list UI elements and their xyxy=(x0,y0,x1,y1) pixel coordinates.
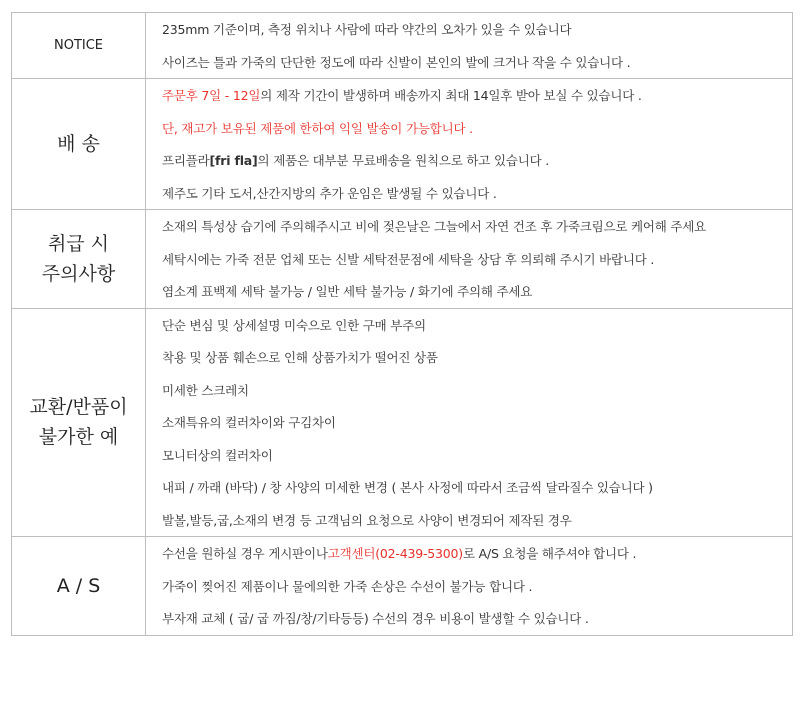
section-body xyxy=(146,210,793,309)
line-text: 의 제작 기간이 발생하며 배송까지 최대 14일후 받아 보실 수 있습니다 . xyxy=(260,88,642,104)
brand-name: [fri fla] xyxy=(209,152,258,168)
notice-line xyxy=(146,537,792,570)
notice-line: 소재특유의 컬러차이와 구김차이 xyxy=(162,415,336,431)
heading-line: 교환/반품이 xyxy=(29,396,128,419)
notice-line: 미세한 스크레치 xyxy=(162,382,249,398)
section-body xyxy=(146,79,793,210)
notice-line: 제주도 기타 도서,산간지방의 추가 운임은 발생될 수 있습니다 . xyxy=(162,185,497,201)
notice-line: 염소계 표백제 세탁 불가능 / 일반 세탁 불가능 / 화기에 주의해 주세요 xyxy=(162,284,533,300)
section-care xyxy=(12,210,793,309)
line-text: 프리플라 xyxy=(162,153,210,169)
line-text: 의 제품은 대부분 무료배송을 원칙으로 하고 있습니다 . xyxy=(257,153,549,169)
notice-line: 내피 / 까래 (바닥) / 창 사양의 미세한 변경 ( 본사 사정에 따라서 조금씩 달라질수 있습니다 ) xyxy=(162,480,653,496)
notice-line: 사이즈는 틀과 가죽의 단단한 정도에 따라 신발이 본인의 발에 크거나 작을 수 있습니다 . xyxy=(162,54,631,70)
section-heading xyxy=(12,79,146,210)
heading-line: 주의사항 xyxy=(41,262,116,285)
section-no-return xyxy=(12,308,793,537)
heading-line: A / S xyxy=(56,574,101,597)
highlight-text: 주문후 7일 - 12일 xyxy=(162,88,261,104)
section-heading xyxy=(12,308,146,537)
section-body xyxy=(146,13,793,79)
line-text: 수선을 원하실 경우 게시판이나 xyxy=(162,546,328,562)
notice-table xyxy=(11,12,793,636)
section-after-service xyxy=(12,537,793,636)
section-body xyxy=(146,537,793,636)
notice-line xyxy=(146,144,792,177)
notice-line: 단순 변심 및 상세설명 미숙으로 인한 구매 부주의 xyxy=(162,317,426,333)
notice-line: 235mm 기준이며, 측정 위치나 사람에 따라 약간의 오차가 있을 수 있습니다 xyxy=(162,22,572,38)
section-heading xyxy=(12,210,146,309)
notice-line: 단, 재고가 보유된 제품에 한하여 익일 발송이 가능합니다 . xyxy=(162,120,473,136)
notice-line: 모니터상의 컬러차이 xyxy=(162,447,273,463)
notice-line: 착용 및 상품 훼손으로 인해 상품가치가 떨어진 상품 xyxy=(162,350,438,366)
notice-line: 부자재 교체 ( 굽/ 굽 까짐/창/기타등등) 수선의 경우 비용이 발생할 수 있습니다 . xyxy=(162,611,589,627)
section-notice xyxy=(12,13,793,79)
section-heading xyxy=(12,13,146,79)
notice-line: 가죽이 찢어진 제품이나 물에의한 가죽 손상은 수선이 불가능 합니다 . xyxy=(162,578,533,594)
section-body xyxy=(146,308,793,537)
heading-line: 배 송 xyxy=(57,133,100,155)
line-text: 로 A/S 요청을 해주셔야 합니다 . xyxy=(462,546,637,562)
heading-line: 불가한 예 xyxy=(38,426,119,449)
customer-center-phone: 고객센터(02-439-5300) xyxy=(327,546,463,562)
section-shipping xyxy=(12,79,793,210)
heading-line: NOTICE xyxy=(53,37,104,53)
notice-line xyxy=(146,79,792,112)
section-heading xyxy=(12,537,146,636)
notice-line: 소재의 특성상 습기에 주의해주시고 비에 젖은날은 그늘에서 자연 건조 후 가죽크림으로 케어해 주세요 xyxy=(162,219,707,235)
notice-line: 발볼,발등,굽,소재의 변경 등 고객님의 요청으로 사양이 변경되어 제작된 경우 xyxy=(162,512,572,528)
heading-line: 취급 시 xyxy=(47,232,110,255)
notice-line: 세탁시에는 가죽 전문 업체 또는 신발 세탁전문점에 세탁을 상담 후 의뢰해 주시기 바랍니다 . xyxy=(162,251,655,267)
